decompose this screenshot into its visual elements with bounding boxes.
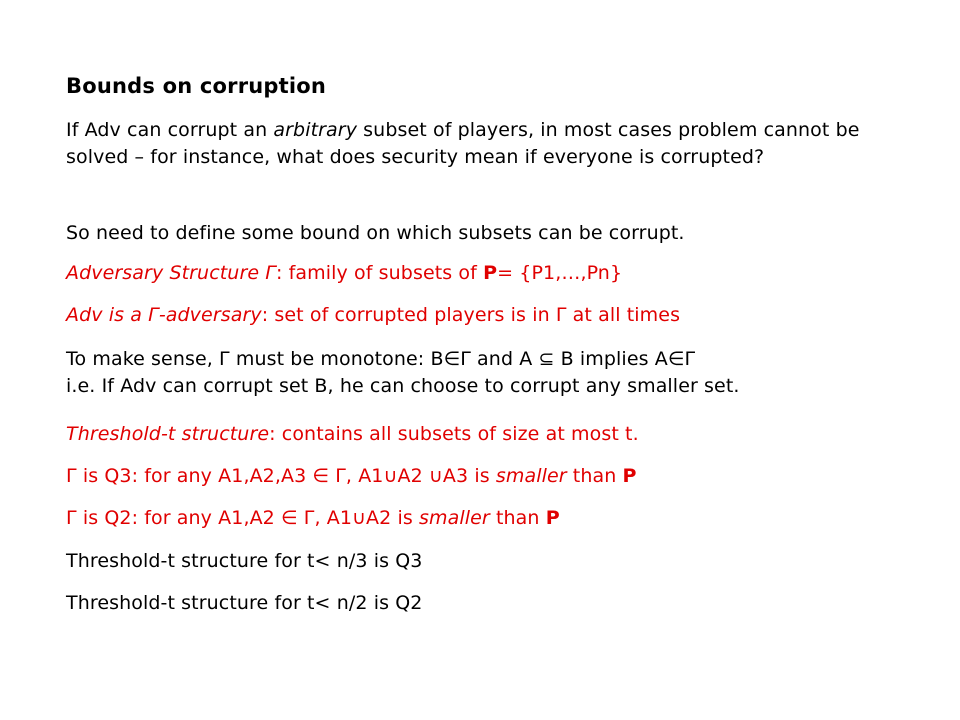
paragraph-bound-definition: So need to define some bound on which subsets can be corrupt. [66, 222, 685, 244]
text-segment: than [566, 465, 623, 487]
monotone-line-1: To make sense, Γ must be monotone: B∈Γ and A ⊆ B implies A∈Γ [66, 348, 696, 370]
paragraph-adversary-structure [66, 260, 926, 287]
emphasis-arbitrary: arbitrary [273, 119, 358, 141]
paragraph-q2 [66, 505, 926, 532]
emphasis-smaller: smaller [495, 465, 567, 487]
text-segment: : family of subsets of [275, 262, 484, 284]
paragraph-q3 [66, 463, 926, 490]
monotone-line-2: i.e. If Adv can corrupt set B, he can choose to corrupt any smaller set. [66, 375, 740, 397]
paragraph-arbitrary-subset [66, 117, 926, 171]
text-segment: Γ is Q2: for any A1,A2 ∈ Γ, A1∪A2 is [66, 507, 420, 529]
text-segment: : set of corrupted players is in Γ at all times [261, 304, 681, 326]
text-segment: than [489, 507, 546, 529]
paragraph-threshold-q2: Threshold-t structure for t< n/2 is Q2 [66, 592, 423, 614]
symbol-p: P [483, 262, 498, 284]
symbol-p: P [622, 465, 637, 487]
text-segment: If Adv can corrupt an [66, 119, 274, 141]
text-segment: = {P1,…,Pn} [497, 262, 623, 284]
paragraph-threshold-q3: Threshold-t structure for t< n/3 is Q3 [66, 550, 423, 572]
text-segment: Γ is Q3: for any A1,A2,A3 ∈ Γ, A1∪A2 ∪A3 is [66, 465, 496, 487]
term-gamma-adversary: Adv is a Γ-adversary [66, 304, 262, 326]
paragraph-monotone [66, 346, 926, 400]
symbol-p: P [545, 507, 560, 529]
term-adversary-structure: Adversary Structure Γ [66, 262, 276, 284]
text-segment: subset of players, in most cases problem cannot be solved – for instance, what does security mean if everyone is corrupted? [66, 119, 860, 168]
text-segment: : contains all subsets of size at most t. [269, 423, 639, 445]
slide-title: Bounds on corruption [66, 74, 327, 98]
paragraph-gamma-adversary [66, 302, 926, 329]
paragraph-threshold-structure [66, 421, 926, 448]
term-threshold-structure: Threshold-t structure [66, 423, 270, 445]
emphasis-smaller: smaller [419, 507, 490, 529]
